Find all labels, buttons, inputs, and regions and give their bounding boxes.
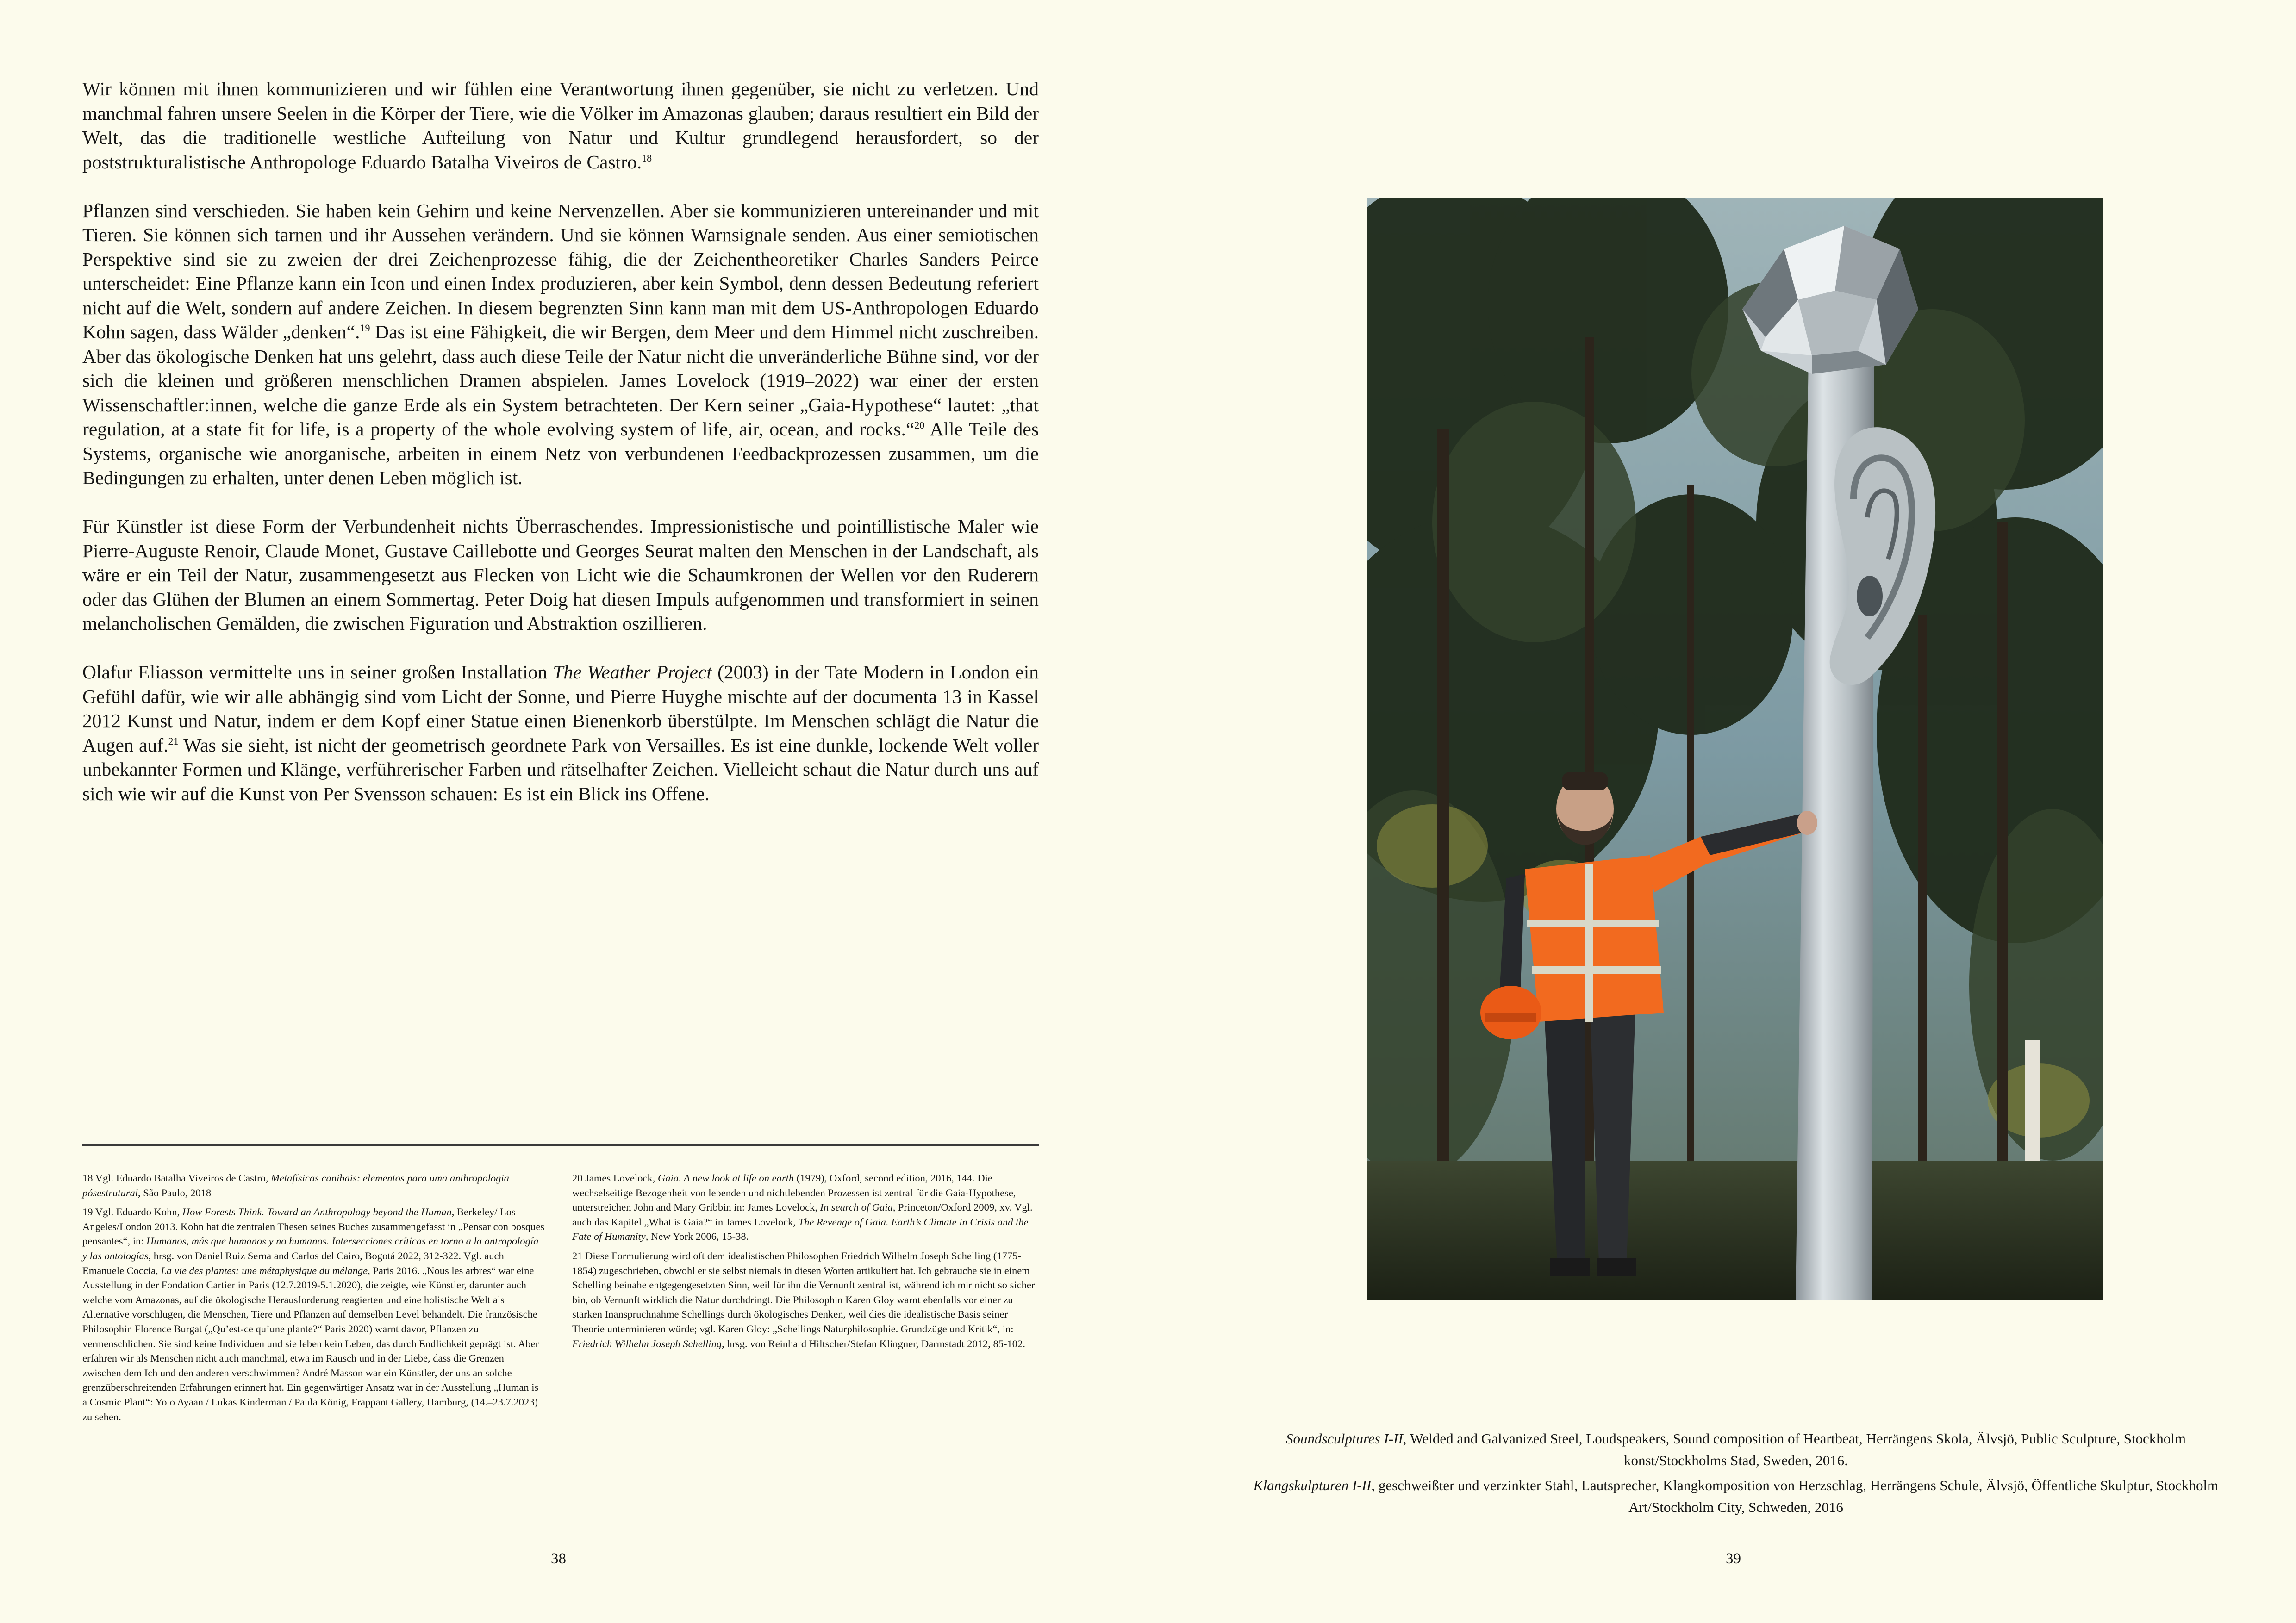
footnote-19: 19 Vgl. Eduardo Kohn, How Forests Think. Toward an Anthropology beyond the Human, Berkeley/ Los Angeles/London 2013. Kohn hat die zentralen Thesen seines Buches zusammengefasst in „Pensar con bosques pensantes“, in: Humanos, más que humanos y no humanos. Intersecciones críticas en torno a la antropología y las ontologías, hrsg. von Daniel Ruiz Serna and Carlos del Cairo, Bogotá 2022, 312-322. Vgl. auch Emanuele Coccia, La vie des plantes: une métaphysique du mélange, Paris 2016. „Nous les arbres“ war eine Ausstellung in der Fondation Cartier in Paris (12.7.2019-5.1.2020), die zeigte, wie Künstler, darunter auch welche vom Amazonas, auf die ökologische Herausforderung reagierten und eine holistische Welt als Alternative vorschlugen, die Menschen, Tiere und Pflanzen auf demselben Level behandelt. Die französische Philosophin Florence Burgat („Qu’est-ce qu’une plante?“ Paris 2020) warnt davor, Pflanzen zu vermenschlichen. Sie sind keine Individuen und sie leben kein Leben, das durch Endlichkeit geprägt ist. Aber erfahren wir als Menschen nicht auch manchmal, etwa im Rausch und in der Liebe, dass die Grenzen zwischen dem Ich und den anderen verschwimmen? André Masson war ein Künstler, der uns an solche grenzüberschreitenden Erfahrungen erinnert hat. Ein gegenwärtiger Ansatz war in der Ausstellung „Human is a Cosmic Plant“: Yoto Ayaan / Lukas Kinderman / Paula König, Frappant Gallery, Hamburg, (14.–23.7.2023) zu sehen.: [82, 1206, 545, 1423]
paragraph-4: Olafur Eliasson vermittelte uns in seiner großen Installation The Weather Project (2003) in der Tate Modern in London ein Gefühl dafür, wie wir alle abhängig sind vom Licht der Sonne, und Pierre Huyghe mischte auf der documenta 13 in Kassel 2012 Kunst und Natur, indem er dem Kopf einer Statue einen Bienenkorb überstülpte. Im Menschen schlägt die Natur die Augen auf.$^{21}$ Was sie sieht, ist nicht der geometrisch geordnete Park von Versailles. Es ist eine dunkle, lockende Welt voller unbekannter Formen und Klänge, verführerischer Farben und rätselhafter Zeichen. Vielleicht schaut die Natur durch uns auf sich wie wir auf die Kunst von Per Svensson schauen: Es ist ein Blick ins Offene.: [82, 661, 1039, 804]
caption-german-text: , geschweißter und verzinkter Stahl, Lautsprecher, Klangkomposition von Herzschlag, Herrängens Schule, Älvsjö, Öffentliche Skulptur, Stockholm Art/Stockholm City, Schweden, 2016: [1371, 1477, 2219, 1515]
photo-illustration: [1367, 198, 2103, 1300]
caption-english-title: Soundsculptures I-II: [1285, 1430, 1403, 1447]
caption-german: [1241, 1474, 2231, 1518]
paragraph-1: Wir können mit ihnen kommunizieren und wir fühlen eine Verantwortung ihnen gegenüber, sie nicht zu verletzen. Und manchmal fahren unsere Seelen in die Körper der Tiere, wie die Völker im Amazonas glauben; daraus resultiert ein Bild der Welt, das die traditionelle westliche Aufteilung von Natur und Kultur grundlegend herausfordert, so der poststrukturalistische Anthropologe Eduardo Batalha Viveiros de Castro.$^{18}$: [82, 78, 1039, 173]
footnote-divider: [82, 1144, 1039, 1146]
caption-german-title: Klangskulpturen I-II: [1253, 1477, 1372, 1493]
footnote-18: 18 Vgl. Eduardo Batalha Viveiros de Castro, Metafísicas canibais: elementos para uma anthropologia pósestrutural, São Paulo, 2018: [82, 1172, 509, 1199]
footnotes-column-left: [82, 1171, 545, 1429]
footnote-ref-20[interactable]: 20: [914, 419, 925, 431]
footnote-ref-19[interactable]: 19: [360, 322, 370, 334]
paragraph-2: Pflanzen sind verschieden. Sie haben kein Gehirn und keine Nervenzellen. Aber sie kommunizieren untereinander und mit Tieren. Sie können sich tarnen und ihr Aussehen verändern. Und sie können Warnsignale senden. Aus einer semiotischen Perspektive sind sie zu zweien der drei Zeichenprozesse fähig, die der Zeichentheoretiker Charles Sanders Peirce unterscheidet: Eine Pflanze kann ein Icon und einen Index produzieren, aber kein Symbol, denn dessen Bedeutung referiert nicht auf die Welt, sondern auf andere Zeichen. In diesem begrenzten Sinn kann man mit dem US-Anthropologen Eduardo Kohn sagen, dass Wälder „denken“.$^{19}$ Das ist eine Fähigkeit, die wir Bergen, dem Meer und dem Himmel nicht zuschreiben. Aber das ökologische Denken hat uns gelehrt, dass auch diese Teile der Natur nicht die unveränderliche Bühne sind, vor der sich die kleinen und größeren menschlichen Dramen abspielen. James Lovelock (1919–2022) war einer der ersten Wissenschaftler:innen, welche die ganze Erde als ein System betrachteten. Der Kern seiner „Gaia-Hypothese“ lautet: „that regulation, at a state fit for life, is a property of the whole evolving system of life, air, ocean, and rocks.“$^{20}$ Alle Teile des Systems, organische wie anorganische, arbeiten in einem Netz von verbundenen Feedbackprozessen zusammen, um die Bedingungen zu erhalten, unter denen Leben möglich ist.: [82, 199, 1039, 488]
artwork-title: The Weather Project: [553, 661, 712, 683]
footnote-21: 21 Diese Formulierung wird oft dem idealistischen Philosophen Friedrich Wilhelm Joseph Schelling (1775-1854) zugeschrieben, obwohl er sie selbst niemals in diesen Worten artikuliert hat. Ich gebrauche sie in einem Schelling beinahe entgegengesetzten Sinn, weil für ihn die Vernunft zentral ist, während ich mir nicht so sicher bin, ob Vernunft wirklich die Natur durchdringt. Die Philosophin Karen Gloy warnt ebenfalls vor einer zu starken Inanspruchnahme Schellings durch ökologisches Denken, weil dies die idealistische Basis seiner Theorie unterminieren würde; vgl. Karen Gloy: „Schellings Naturphilosophie. Grundzüge und Kritik“, in: Friedrich Wilhelm Joseph Schelling, hrsg. von Reinhard Hiltscher/Stefan Klingner, Darmstadt 2012, 85-102.: [572, 1250, 1035, 1349]
caption-english: [1241, 1428, 2231, 1471]
page-number-left: 38: [551, 1550, 566, 1567]
footnote-ref-21[interactable]: 21: [168, 735, 179, 747]
footnote-ref-18[interactable]: 18: [642, 152, 652, 164]
sculpture-photo: [1367, 198, 2103, 1300]
page-number-right: 39: [1726, 1550, 1741, 1567]
footnotes-column-right: [572, 1171, 1035, 1356]
main-text: [82, 77, 1039, 830]
paragraph-3: Für Künstler ist diese Form der Verbundenheit nichts Überraschendes. Impressionistische und pointillistische Maler wie Pierre-Auguste Renoir, Claude Monet, Gustave Caillebotte und Georges Seurat malten den Menschen in der Landschaft, als wäre er ein Teil der Natur, zusammengesetzt aus Flecken von Licht wie die Schaumkronen der Wellen vor den Ruderern oder das Glühen der Blumen an einem Sommertag. Peter Doig hat diesen Impuls aufgenommen und transformiert in seinen melancholischen Gemälden, die zwischen Figuration und Abstraktion oszillieren.: [82, 516, 1039, 634]
caption-english-text: , Welded and Galvanized Steel, Loudspeakers, Sound composition of Heartbeat, Herrängens Skola, Älvsjö, Public Sculpture, Stockholm konst/Stockholms Stad, Sweden, 2016.: [1403, 1430, 2186, 1468]
footnote-20: 20 James Lovelock, Gaia. A new look at life on earth (1979), Oxford, second edition, 2016, 144. Die wechselseitige Bezogenheit von lebenden und nichtlebenden Prozessen ist zentral für die Gaia-Hypothese, unterstreichen John and Mary Gribbin in: James Lovelock, In search of Gaia, Princeton/Oxford 2009, xv. Vgl. auch das Kapitel „What is Gaia?“ in James Lovelock, The Revenge of Gaia. Earth’s Climate in Crisis and the Fate of Humanity, New York 2006, 15-38.: [572, 1172, 1033, 1243]
